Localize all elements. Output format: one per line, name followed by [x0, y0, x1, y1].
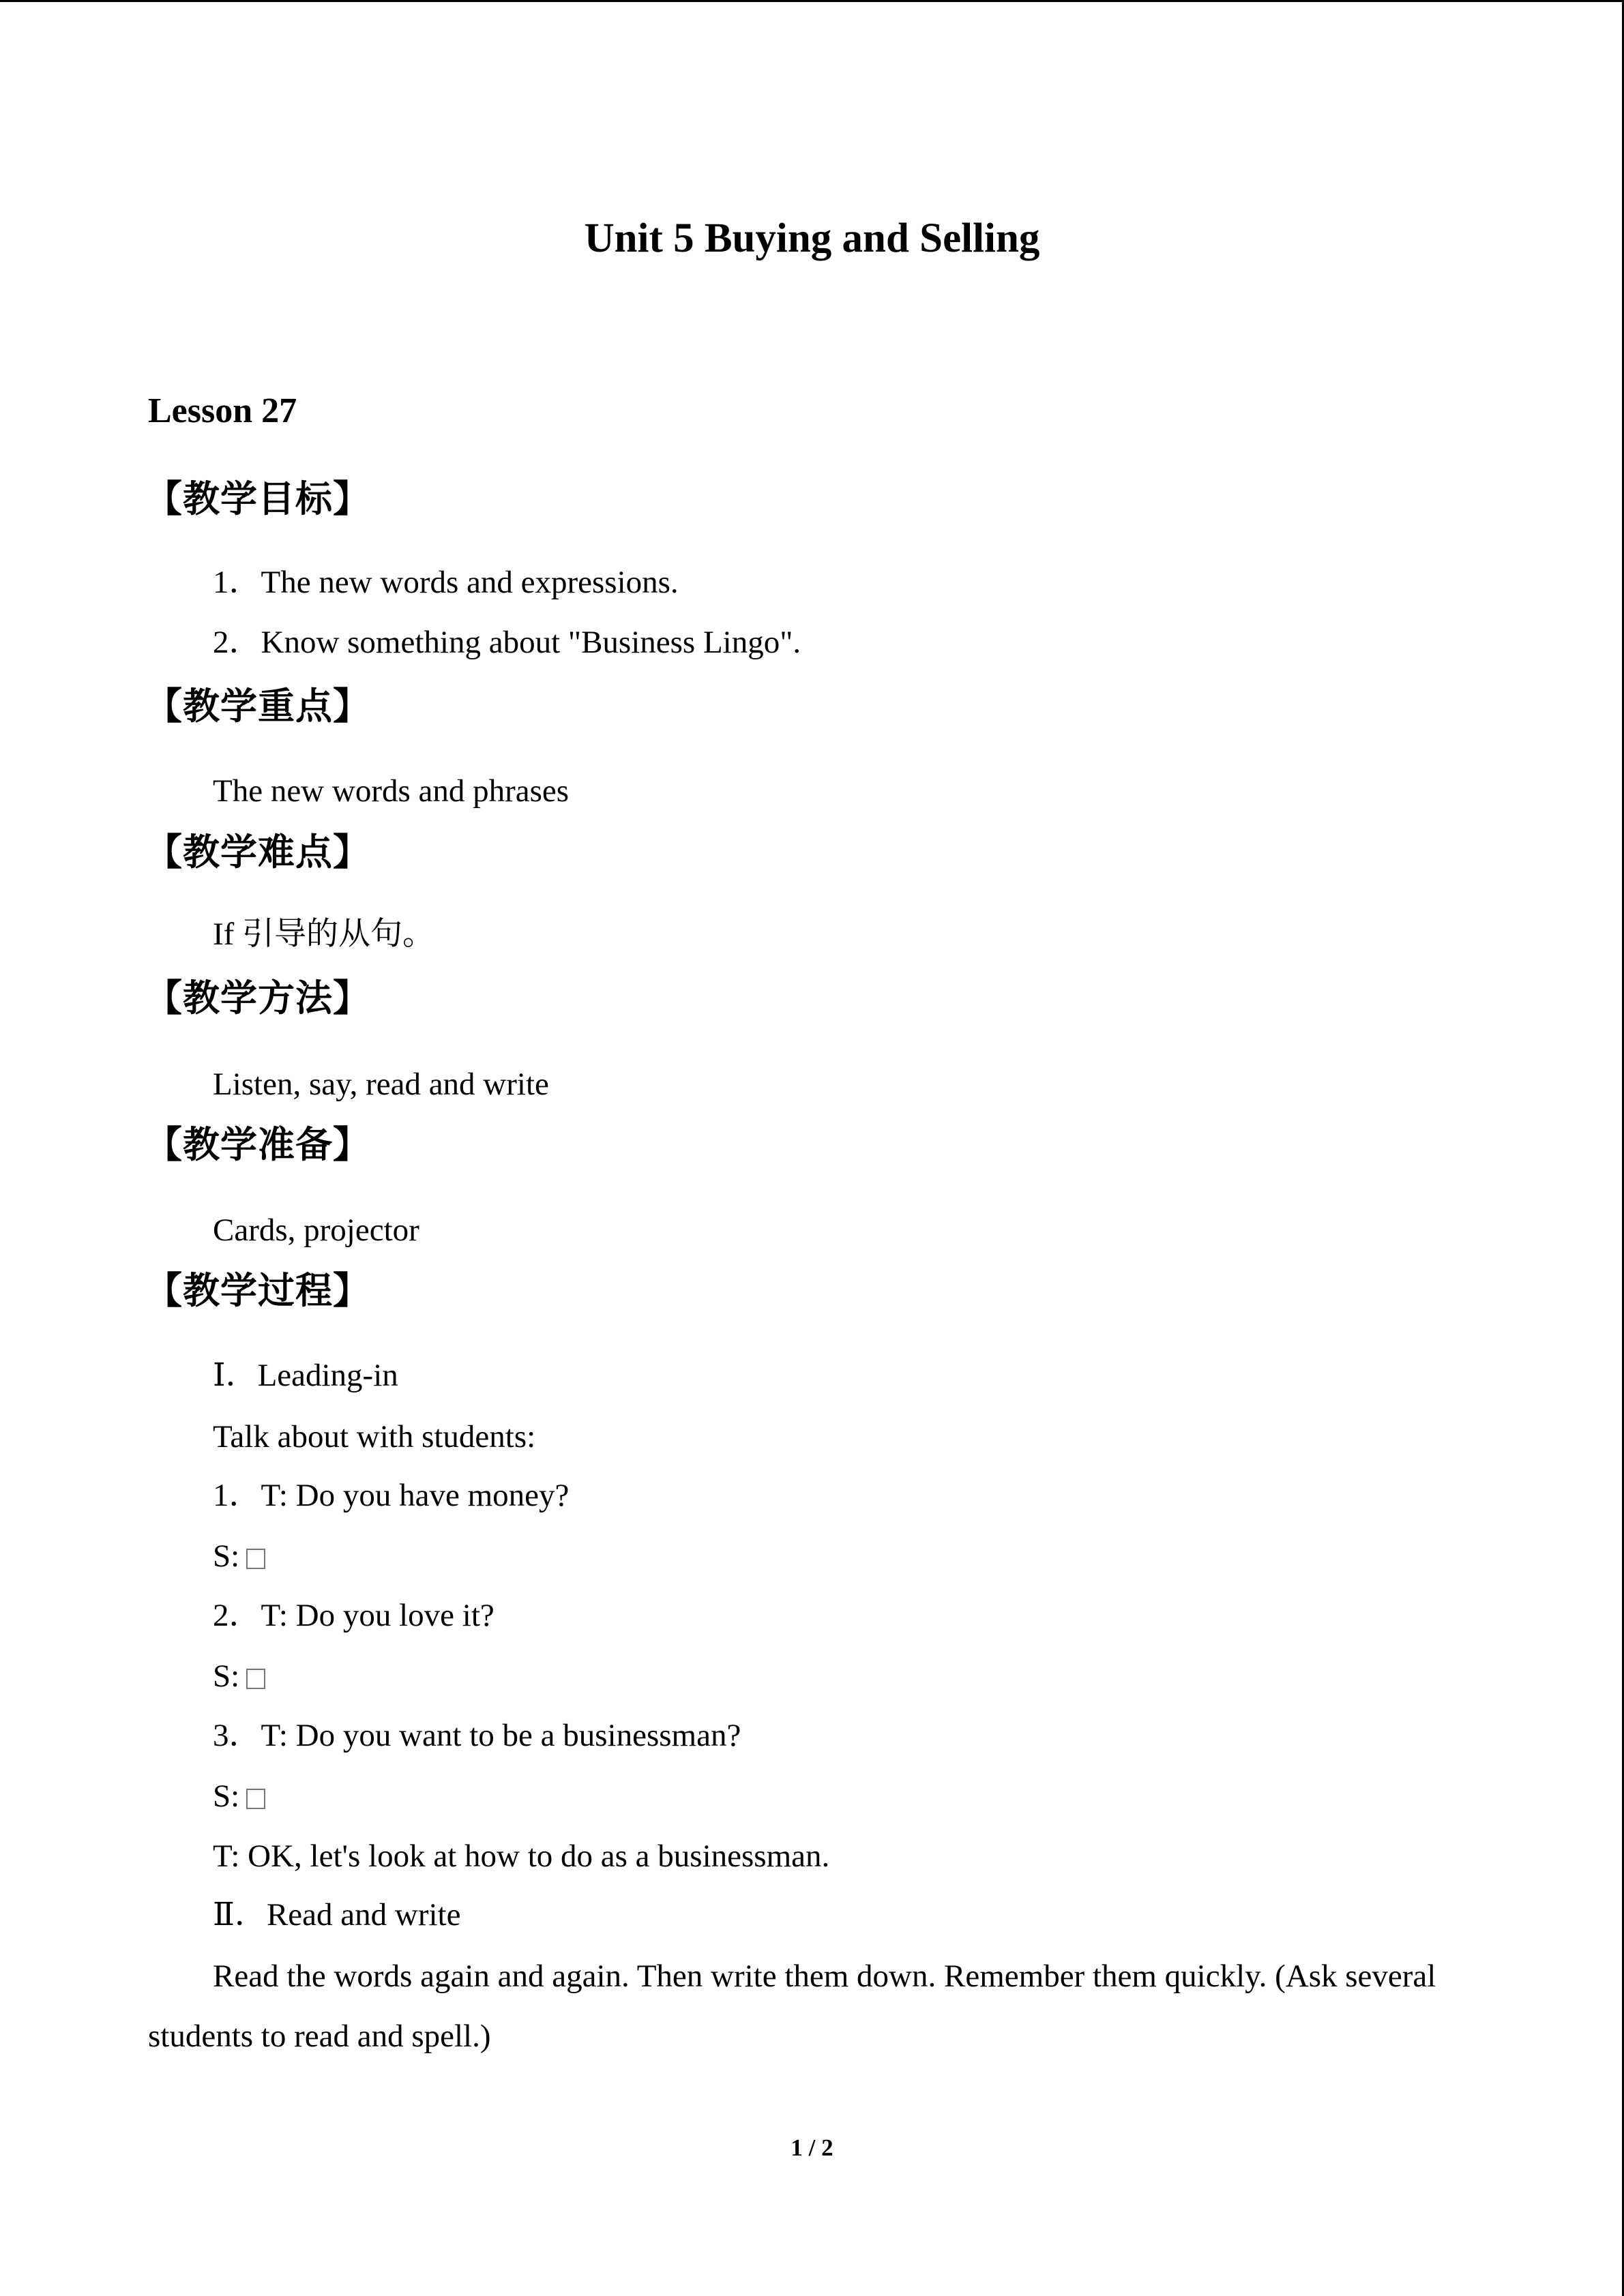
lesson-heading: Lesson 27: [148, 391, 297, 430]
section-heading-key-points: 【教学重点】: [145, 685, 370, 728]
section-heading-preparation: 【教学准备】: [145, 1123, 370, 1166]
document-title: Unit 5 Buying and Selling: [584, 215, 1040, 261]
section-heading-process: 【教学过程】: [145, 1269, 370, 1312]
student-answer: [213, 1774, 265, 1818]
answer-blank-box: [246, 1549, 265, 1569]
methods-text: Listen, say, read and write: [213, 1067, 549, 1102]
student-label: S:: [213, 1658, 240, 1694]
answer-blank-box: [246, 1789, 265, 1809]
process-instruction: Read the words again and again. Then write them down. Remember them quickly. (Ask several students to read and spell.): [148, 1958, 1436, 2054]
objective-item: 2．Know something about "Business Lingo".: [213, 625, 801, 660]
question-item: 3．T: Do you want to be a businessman?: [213, 1718, 741, 1753]
objective-item: 1．The new words and expressions.: [213, 565, 679, 600]
student-answer: [213, 1534, 265, 1578]
process-step-leading-in: Ⅰ．Leading-in: [213, 1358, 398, 1393]
page-number: 1 / 2: [791, 2134, 833, 2161]
section-heading-objectives: 【教学目标】: [145, 477, 370, 520]
section-heading-methods: 【教学方法】: [145, 976, 370, 1019]
student-label: S:: [213, 1538, 240, 1574]
preparation-text: Cards, projector: [213, 1212, 419, 1248]
process-closing: T: OK, let's look at how to do as a businessman.: [213, 1838, 830, 1874]
difficulties-text: If 引导的从句。: [213, 916, 435, 952]
answer-blank-box: [246, 1669, 265, 1689]
student-label: S:: [213, 1778, 240, 1814]
question-item: 1．T: Do you have money?: [213, 1478, 570, 1513]
process-intro: Talk about with students:: [213, 1419, 536, 1455]
process-step-read-write: Ⅱ．Read and write: [213, 1897, 461, 1933]
section-heading-difficulties: 【教学难点】: [145, 831, 370, 874]
student-answer: [213, 1654, 265, 1698]
key-points-text: The new words and phrases: [213, 773, 570, 809]
question-item: 2．T: Do you love it?: [213, 1598, 494, 1633]
